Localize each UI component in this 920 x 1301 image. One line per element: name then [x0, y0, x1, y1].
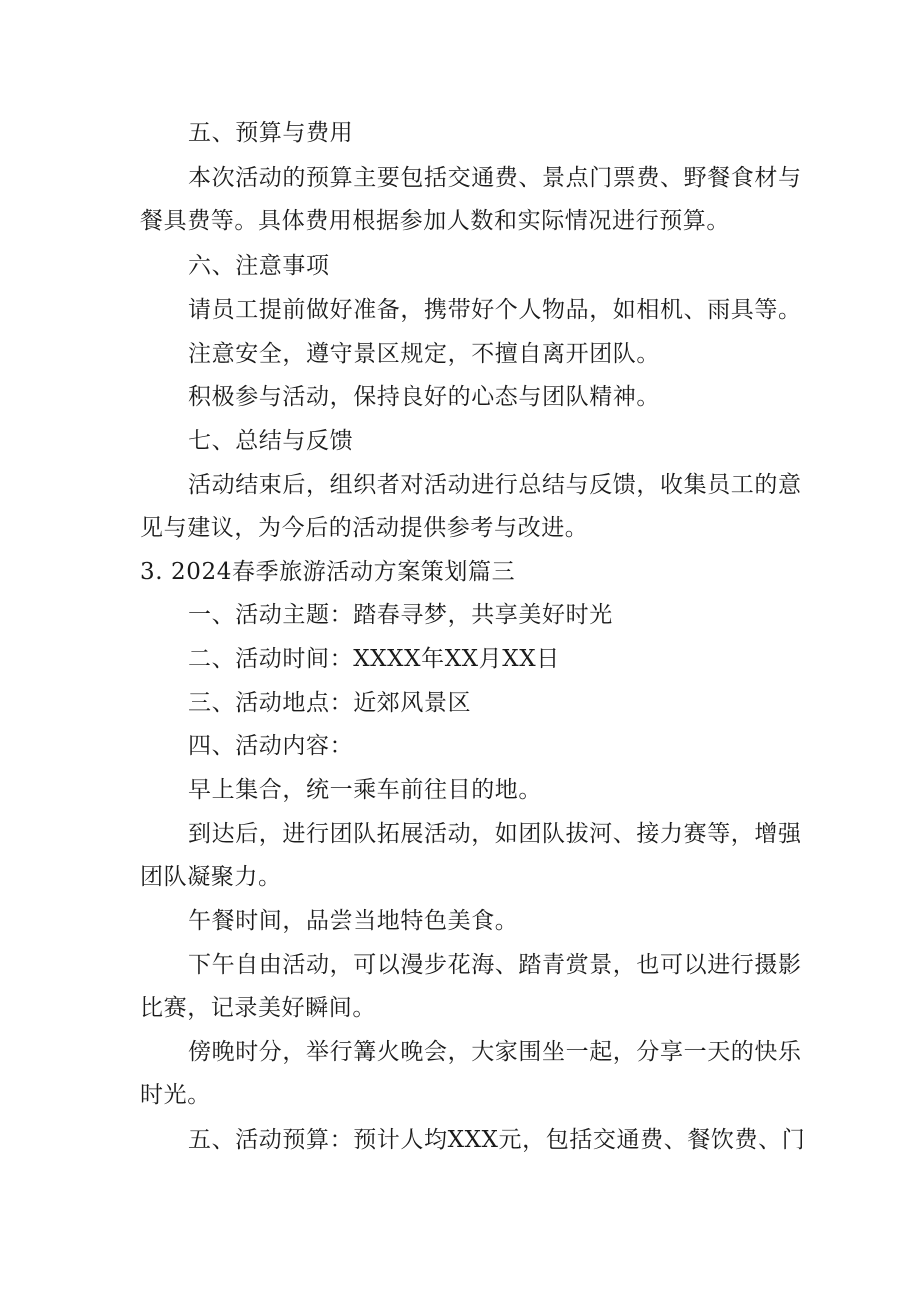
- section-heading-summary: 七、总结与反馈: [188, 428, 354, 454]
- paragraph-line: 午餐时间，品尝当地特色美食。: [188, 908, 519, 934]
- item-budget: 五、活动预算：预计人均XXX元，包括交通费、餐饮费、门: [188, 1127, 806, 1153]
- paragraph-line: 到达后，进行团队拓展活动，如团队拔河、接力赛等，增强: [188, 821, 802, 847]
- section-heading-notes: 六、注意事项: [188, 253, 330, 279]
- item-location: 三、活动地点：近郊风景区: [188, 690, 472, 716]
- paragraph-line: 比赛，记录美好瞬间。: [140, 995, 376, 1021]
- paragraph-line: 请员工提前做好准备，携带好个人物品，如相机、雨具等。: [188, 297, 802, 323]
- paragraph-line: 本次活动的预算主要包括交通费、景点门票费、野餐食材与: [188, 165, 802, 191]
- paragraph-line: 注意安全，遵守景区规定，不擅自离开团队。: [188, 341, 660, 367]
- item-time: 二、活动时间：XXXX年XX月XX日: [188, 646, 560, 672]
- paragraph-line: 傍晚时分，举行篝火晚会，大家围坐一起，分享一天的快乐: [188, 1039, 802, 1065]
- item-theme: 一、活动主题：踏春寻梦，共享美好时光: [188, 602, 613, 628]
- paragraph-line: 团队凝聚力。: [140, 864, 282, 890]
- paragraph-line: 活动结束后，组织者对活动进行总结与反馈，收集员工的意: [188, 472, 802, 498]
- paragraph-line: 早上集合，统一乘车前往目的地。: [188, 777, 542, 803]
- section-heading-budget: 五、预算与费用: [188, 120, 354, 146]
- item-content-heading: 四、活动内容：: [188, 733, 354, 759]
- paragraph-line: 餐具费等。具体费用根据参加人数和实际情况进行预算。: [140, 208, 730, 234]
- paragraph-line: 下午自由活动，可以漫步花海、踏青赏景，也可以进行摄影: [188, 952, 802, 978]
- article-title: 3. 2024春季旅游活动方案策划篇三: [140, 559, 516, 585]
- paragraph-line: 见与建议，为今后的活动提供参考与改进。: [140, 515, 589, 541]
- paragraph-line: 时光。: [140, 1082, 211, 1108]
- paragraph-line: 积极参与活动，保持良好的心态与团队精神。: [188, 384, 660, 410]
